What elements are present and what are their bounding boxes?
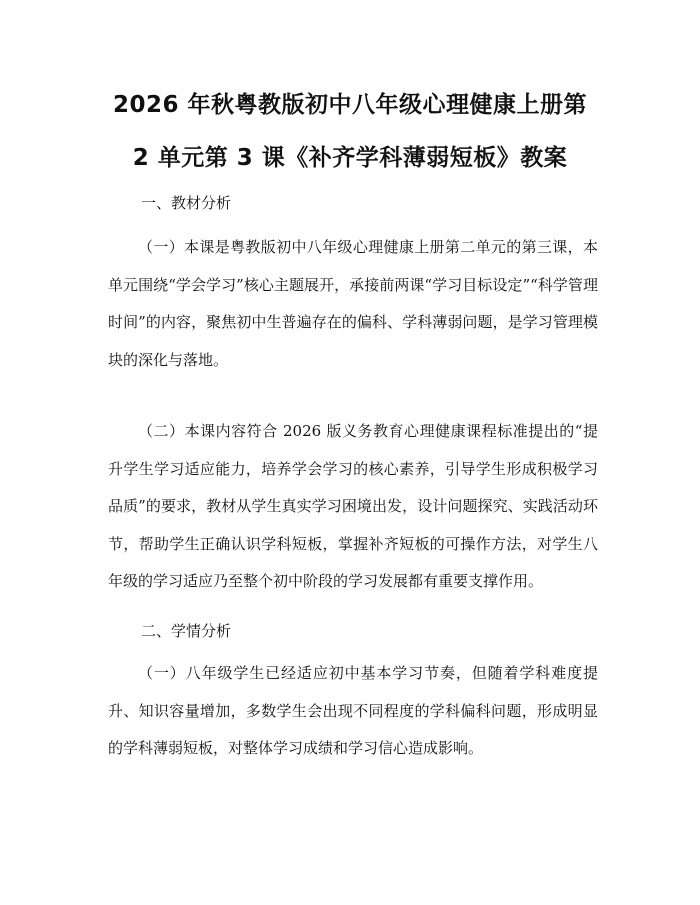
paragraph-textbook-analysis-2: （二）本课内容符合 2026 版义务教育心理健康课程标准提出的“提升学生学习适应能力，培养学会学习的核心素养，引导学生形成积极学习品质”的要求，教材从学生真实学习困境出发，设计问题探究、实践活动环节，帮助学生正确认识学科短板，掌握补齐短板的可操作方法，对学生八年级的学习适应乃至整个初中阶段的学习发展都有重要支撑作用。 [108,422,598,590]
section-heading-student-analysis: 二、学情分析 [141,622,232,640]
paragraph-student-analysis-1: （一）八年级学生已经适应初中基本学习节奏，但随着学科难度提升、知识容量增加，多数学生会出现不同程度的学科偏科问题，形成明显的学科薄弱短板，对整体学习成绩和学习信心造成影响。 [108,664,598,757]
document-title-line-2: 2 单元第 3 课《补齐学科薄弱短板》教案 [132,145,568,171]
document-title-line-1: 2026 年秋粤教版初中八年级心理健康上册第 [112,92,588,118]
paragraph-textbook-analysis-1: （一）本课是粤教版初中八年级心理健康上册第二单元的第三课，本单元围绕“学会学习”核心主题展开，承接前两课“学习目标设定”“科学管理时间”的内容，聚焦初中生普遍存在的偏科、学科薄弱问题，是学习管理模块的深化与落地。 [108,238,598,369]
section-heading-textbook-analysis: 一、教材分析 [141,194,232,212]
